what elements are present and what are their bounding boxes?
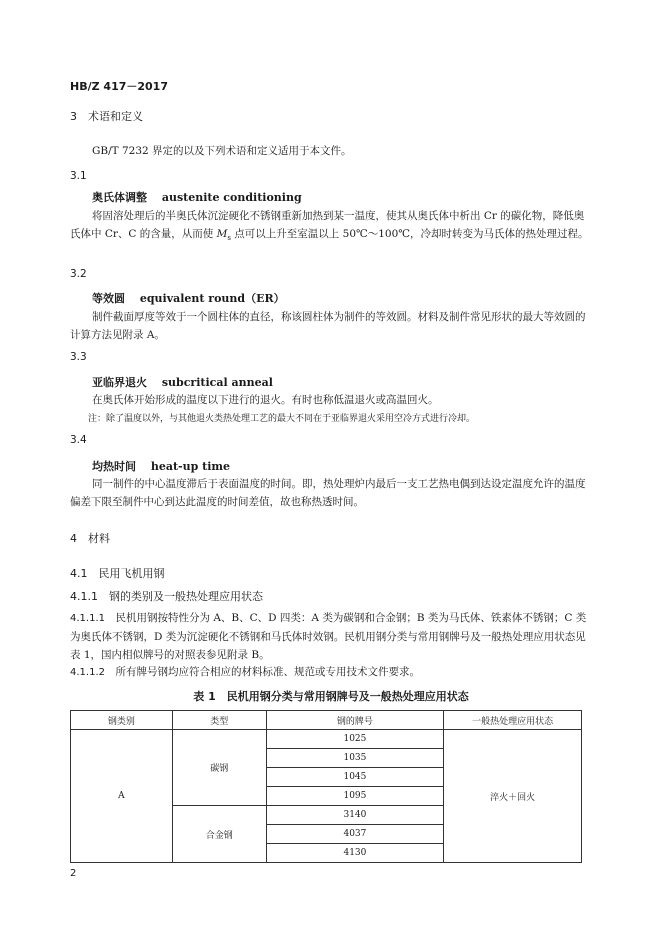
grade-cell: 1045 <box>266 768 444 787</box>
section-4-1-1-title: 4.1.1 钢的类别及一般热处理应用状态 <box>70 590 263 603</box>
term-3-1-number: 3.1 <box>70 170 87 182</box>
term-3-3-definition: 在奥氏体开始形成的温度以下进行的退火。有时也称低温退火或高温回火。 <box>92 394 439 406</box>
term-3-3-title: 亚临界退火 subcritical anneal <box>92 376 273 389</box>
term-3-1-def-part-a: 将固溶处理后的半奥氏体沉淀硬化不锈钢重新加热到某一温度，使其从奥氏体中析出 Cr 的碳化物，降低奥氏体中 Cr、C 的含量，从而使 <box>70 210 585 240</box>
page-number: 2 <box>70 868 77 879</box>
category-cell: A <box>71 730 173 863</box>
col-header-category: 钢类别 <box>71 711 173 730</box>
para-4-1-1-1-text: 民机用钢按特性分为 A、B、C、D 四类：A 类为碳钢和合金钢；B 类为马氏体、铁素体不锈钢；C 类为奥氏体不锈钢，D 类为沉淀硬化不锈钢和马氏体时效钢。民机用钢分类与常用钢牌号及一般热处理应用状态见表 1，国内相似牌号的对照表参见附录 B。 <box>70 612 587 661</box>
col-header-type: 类型 <box>172 711 266 730</box>
para-4-1-1-1 <box>70 609 590 664</box>
table-1-caption: 表 1 民机用钢分类与常用钢牌号及一般热处理应用状态 <box>193 690 469 703</box>
ms-symbol: M <box>216 228 228 240</box>
term-3-3-number: 3.3 <box>70 351 87 363</box>
ms-subscript: s <box>227 234 231 243</box>
grade-cell: 4037 <box>266 825 444 844</box>
type-cell-carbon: 碳钢 <box>172 730 266 806</box>
table-row <box>71 730 582 749</box>
para-4-1-1-2-number: 4.1.1.2 <box>70 667 105 678</box>
term-3-1-title: 奥氏体调整 austenite conditioning <box>92 191 302 204</box>
para-4-1-1-2-text: 所有牌号钢均应符合相应的材料标准、规范或专用技术文件要求。 <box>115 666 420 678</box>
grade-cell: 1025 <box>266 730 444 749</box>
table-header-row <box>71 711 582 730</box>
para-4-1-1-2 <box>70 663 590 682</box>
term-3-3-note: 注：除了温度以外，与其他退火类热处理工艺的最大不同在于亚临界退火采用空冷方式进行冷却。 <box>88 414 476 424</box>
grade-cell: 3140 <box>266 806 444 825</box>
term-3-1-definition <box>70 207 590 247</box>
section-4-1-title: 4.1 民用飞机用钢 <box>70 567 165 580</box>
term-3-2-definition: 制件截面厚度等效于一个圆柱体的直径，称该圆柱体为制件的等效圆。材料及制件常见形状的最大等效圆的计算方法见附录 A。 <box>70 311 586 341</box>
state-cell: 淬火＋回火 <box>444 730 582 863</box>
col-header-grade: 钢的牌号 <box>266 711 444 730</box>
term-3-1-def-part-b: 点可以上升至室温以上 50℃～100℃，冷却时转变为马氏体的热处理过程。 <box>230 228 589 240</box>
grade-cell: 1035 <box>266 749 444 768</box>
term-3-4-definition: 同一制件的中心温度滞后于表面温度的时间。即，热处理炉内最后一支工艺热电偶到达设定温度允许的温度偏差下限至制件中心到达此温度的时间差值，故也称热透时间。 <box>70 478 586 508</box>
term-3-4-title: 均热时间 heat-up time <box>92 460 231 473</box>
section-3-title: 3 术语和定义 <box>70 110 143 123</box>
term-3-2-title: 等效圆 equivalent round（ER） <box>92 292 285 305</box>
type-cell-alloy: 合金钢 <box>172 806 266 863</box>
steel-classification-table <box>70 710 582 863</box>
section-4-title: 4 材料 <box>70 532 110 545</box>
term-3-4-number: 3.4 <box>70 434 87 446</box>
col-header-state: 一般热处理应用状态 <box>444 711 582 730</box>
grade-cell: 1095 <box>266 787 444 806</box>
term-3-2-number: 3.2 <box>70 268 87 280</box>
section-3-intro: GB/T 7232 界定的以及下列术语和定义适用于本文件。 <box>92 145 352 157</box>
document-id: HB/Z 417－2017 <box>70 80 168 93</box>
grade-cell: 4130 <box>266 844 444 863</box>
para-4-1-1-1-number: 4.1.1.1 <box>70 613 105 624</box>
